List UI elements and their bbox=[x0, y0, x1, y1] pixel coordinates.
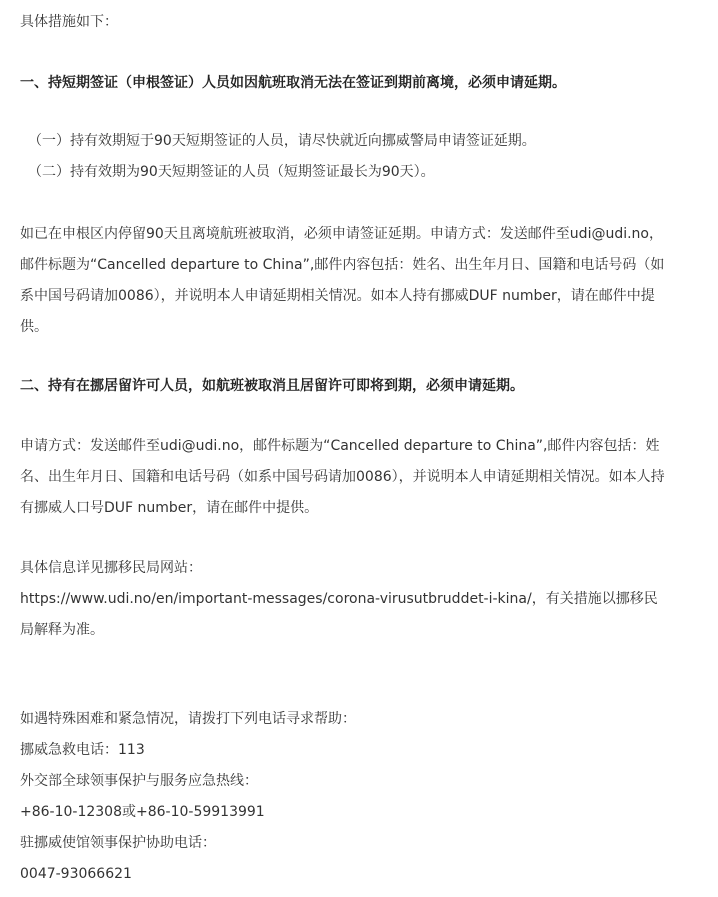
section1-paragraph-line: 供。 bbox=[20, 319, 48, 335]
section1-heading: 一、持短期签证（申根签证）人员如因航班取消无法在签证到期前离境，必须申请延期。 bbox=[20, 75, 566, 91]
info-line: 局解释为准。 bbox=[20, 622, 104, 638]
contact-hotline-numbers: +86-10-12308或+86-10-59913991 bbox=[20, 804, 265, 820]
section1-item-1: （一）持有效期短于90天短期签证的人员，请尽快就近向挪威警局申请签证延期。 bbox=[28, 133, 536, 149]
section1-paragraph-line: 邮件标题为“Cancelled departure to China”,邮件内容包括：姓名、出生年月日、国籍和电话号码（如 bbox=[20, 257, 665, 273]
contact-embassy-number: 0047-93066621 bbox=[20, 866, 132, 882]
info-url-line: https://www.udi.no/en/important-messages/corona-virusutbruddet-i-kina/，有关措施以挪移民 bbox=[20, 591, 658, 607]
section1-paragraph-line: 系中国号码请加0086），并说明本人申请延期相关情况。如本人持有挪威DUF number，请在邮件中提 bbox=[20, 288, 655, 304]
section2-heading: 二、持有在挪居留许可人员，如航班被取消且居留许可即将到期，必须申请延期。 bbox=[20, 378, 524, 394]
section2-paragraph-line: 申请方式：发送邮件至udi@udi.no，邮件标题为“Cancelled departure to China”,邮件内容包括：姓 bbox=[20, 438, 660, 454]
section1-paragraph-line: 如已在申根区内停留90天且离境航班被取消，必须申请签证延期。申请方式：发送邮件至udi@udi.no， bbox=[20, 226, 663, 242]
contact-hotline-label: 外交部全球领事保护与服务应急热线： bbox=[20, 773, 258, 789]
section2-paragraph-line: 有挪威人口号DUF number，请在邮件中提供。 bbox=[20, 500, 319, 516]
contact-embassy-label: 驻挪威使馆领事保护协助电话： bbox=[20, 835, 216, 851]
contact-intro: 如遇特殊困难和紧急情况，请拨打下列电话寻求帮助： bbox=[20, 711, 356, 727]
intro-text: 具体措施如下： bbox=[20, 14, 118, 30]
contact-emergency: 挪威急救电话：113 bbox=[20, 742, 145, 758]
section2-paragraph-line: 名、出生年月日、国籍和电话号码（如系中国号码请加0086），并说明本人申请延期相关情况。如本人持 bbox=[20, 469, 665, 485]
info-line: 具体信息详见挪移民局网站： bbox=[20, 560, 202, 576]
section1-item-2: （二）持有效期为90天短期签证的人员（短期签证最长为90天）。 bbox=[28, 164, 435, 180]
